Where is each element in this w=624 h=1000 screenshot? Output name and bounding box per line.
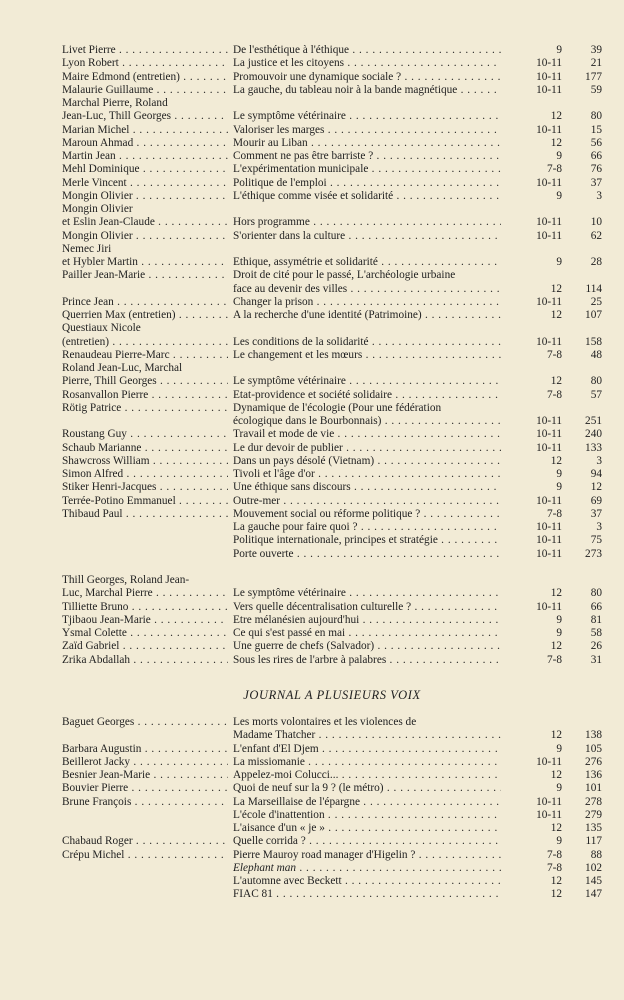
entry-author: Shawcross William . . . [62, 455, 228, 468]
index-entry [62, 309, 602, 322]
entry-title: Dynamique de l'écologie (Pour une fédération [233, 401, 442, 414]
index-entry [62, 216, 602, 229]
entry-title: Valoriser les marges . . . [233, 124, 501, 137]
entry-issue: 7-8 [546, 348, 562, 361]
entry-issue: 9 [556, 481, 562, 494]
entry-author: Tjibaou Jean-Marie . . . [62, 614, 228, 627]
entry-page: 101 [585, 782, 602, 795]
entry-page: 135 [585, 822, 602, 834]
entry-author: Nemec Jiri [62, 242, 112, 255]
entry-issue: 10-11 [536, 123, 562, 136]
entry-page: 102 [585, 861, 602, 874]
section-heading: JOURNAL A PLUSIEURS VOIX [243, 688, 421, 702]
entry-author: Stiker Henri-Jacques . . . [62, 481, 228, 494]
entry-author: Ysmal Colette . . . [62, 627, 228, 640]
entry-page: 88 [590, 848, 602, 861]
entry-page: 26 [590, 640, 602, 653]
index-entry [62, 508, 602, 521]
entry-author: Pierre, Thill Georges . . . [62, 375, 228, 388]
entry-issue: 7-8 [546, 507, 562, 520]
entry-author: Maire Edmond (entretien) . . . [62, 71, 228, 84]
entry-issue: 12 [550, 888, 562, 901]
index-entry [62, 548, 602, 561]
entry-title: Vers quelle décentralisation culturelle ? . . . [233, 601, 501, 614]
entry-title: La justice et les citoyens . . . [233, 57, 501, 70]
entry-author: Rosanvallon Pierre . . . [62, 389, 228, 402]
entry-author: Marian Michel . . . [62, 124, 228, 137]
entry-page: 117 [585, 835, 602, 848]
index-entry [62, 716, 602, 729]
entry-issue: 12 [550, 110, 562, 123]
entry-author: Martin Jean . . . [62, 150, 228, 163]
entry-issue: 7-8 [546, 388, 562, 401]
entry-issue: 12 [550, 587, 562, 600]
entry-page: 75 [590, 534, 602, 547]
entry-author: Prince Jean . . . [62, 296, 228, 309]
entry-issue: 9 [556, 256, 562, 268]
entry-issue: 9 [556, 835, 562, 848]
entry-title: Ce qui s'est passé en mai . . . [233, 627, 501, 640]
entry-author: et Eslin Jean-Claude . . . [62, 216, 228, 229]
journal-table [62, 716, 602, 902]
entry-page: 81 [590, 613, 602, 626]
entry-page: 80 [590, 110, 602, 123]
entry-author: Schaub Marianne . . . [62, 442, 228, 455]
entry-page: 12 [590, 481, 602, 494]
entry-author: Brune François . . . [62, 796, 228, 809]
entry-page: 15 [590, 123, 602, 136]
index-entry [62, 97, 602, 110]
entry-author: Questiaux Nicole [62, 322, 141, 335]
entry-issue: 9 [556, 468, 562, 480]
index-entry [62, 521, 602, 534]
entry-issue: 12 [550, 375, 562, 388]
entry-issue: 12 [550, 640, 562, 653]
index-entry [62, 283, 602, 296]
entry-title: L'automne avec Beckett . . . [233, 875, 501, 888]
entry-issue: 9 [556, 782, 562, 795]
index-entry [62, 190, 602, 203]
index-entry [62, 296, 602, 309]
entry-page: 28 [590, 256, 602, 268]
entry-issue: 10-11 [536, 521, 562, 533]
entry-title: Sous les rires de l'arbre à palabres . . . [233, 654, 501, 667]
entry-page: 66 [590, 600, 602, 613]
entry-author: Merle Vincent . . . [62, 177, 228, 190]
index-entry [62, 243, 602, 256]
entry-title: Droit de cité pour le passé, L'archéologie urbaine [233, 269, 456, 282]
index-entry [62, 561, 602, 574]
entry-title: Etre mélanésien aujourd'hui . . . [233, 614, 501, 627]
index-entry [62, 782, 602, 795]
entry-page: 279 [585, 808, 602, 821]
index-entry [62, 875, 602, 888]
index-entry [62, 601, 602, 614]
index-entry [62, 362, 602, 375]
entry-issue: 10-11 [536, 534, 562, 547]
index-entry [62, 442, 602, 455]
index-entry [62, 57, 602, 70]
entry-title: La Marseillaise de l'épargne . . . [233, 796, 501, 809]
entry-title: Les morts volontaires et les violences de [233, 716, 417, 728]
entry-title: Travail et mode de vie . . . [233, 428, 501, 441]
entry-title: La gauche, du tableau noir à la bande magnétique . . . [233, 84, 501, 97]
index-entry [62, 495, 602, 508]
entry-title: Comment ne pas être barriste ? . . . [233, 150, 501, 163]
entry-page: 3 [596, 189, 602, 202]
entry-author: Luc, Marchal Pierre . . . [62, 587, 228, 600]
entry-page: 58 [590, 627, 602, 639]
entry-title: Le changement et les mœurs . . . [233, 349, 501, 362]
index-entry [62, 150, 602, 163]
entry-author: Mongin Olivier . . . [62, 230, 228, 243]
entry-page: 273 [585, 547, 602, 560]
index-entry [62, 756, 602, 769]
index-entry [62, 428, 602, 441]
entry-title: Porte ouverte . . . [233, 548, 501, 561]
entry-issue: 9 [556, 150, 562, 162]
entry-issue: 12 [550, 309, 562, 321]
index-entry [62, 769, 602, 782]
index-entry [62, 614, 602, 627]
entry-author: Barbara Augustin . . . [62, 743, 228, 756]
entry-issue: 9 [556, 189, 562, 202]
entry-title: Mourir au Liban . . . [233, 137, 501, 150]
entry-page: 240 [585, 428, 602, 441]
entry-page: 136 [585, 769, 602, 781]
entry-title: Une éthique sans discours . . . [233, 481, 501, 494]
entry-issue: 10-11 [536, 176, 562, 189]
entry-page: 105 [585, 742, 602, 755]
entry-issue: 7-8 [546, 848, 562, 861]
index-entry [62, 587, 602, 600]
entry-author: Thibaud Paul . . . [62, 508, 228, 521]
entry-page: 57 [590, 388, 602, 401]
entry-author: Chabaud Roger . . . [62, 835, 228, 848]
entry-author: Crépu Michel . . . [62, 849, 228, 862]
entry-author: Besnier Jean-Marie . . . [62, 769, 228, 782]
entry-title: Les conditions de la solidarité . . . [233, 336, 501, 349]
index-entry [62, 888, 602, 901]
entry-author: Zaïd Gabriel . . . [62, 640, 228, 653]
entry-issue: 10-11 [536, 335, 562, 348]
entry-title: L'aisance d'un « je » . . . [233, 822, 501, 835]
entry-page: 107 [585, 309, 602, 321]
entry-author: Maroun Ahmad . . . [62, 137, 228, 150]
index-entry [62, 627, 602, 640]
entry-author: Bouvier Pierre . . . [62, 782, 228, 795]
entry-issue: 12 [550, 822, 562, 834]
index-entry [62, 177, 602, 190]
entry-issue: 9 [556, 44, 562, 56]
entry-title: L'école d'inattention . . . [233, 809, 501, 822]
entry-issue: 10-11 [536, 229, 562, 242]
entry-author: Jean-Luc, Thill Georges . . . [62, 110, 228, 123]
entry-title: Le symptôme vétérinaire . . . [233, 587, 501, 600]
entry-page: 59 [590, 83, 602, 96]
entry-title: A la recherche d'une identité (Patrimoine) . . . [233, 309, 501, 322]
entry-author: Lyon Robert . . . [62, 57, 228, 70]
entry-title: Pierre Mauroy road manager d'Higelin ? . . . [233, 849, 501, 862]
entry-title: écologique dans le Bourbonnais) . . . [233, 415, 501, 428]
entry-page: 31 [590, 653, 602, 666]
index-entry [62, 822, 602, 835]
index-entry [62, 124, 602, 137]
entry-title: Le symptôme vétérinaire . . . [233, 110, 501, 123]
entry-page: 66 [590, 150, 602, 162]
entry-title: De l'esthétique à l'éthique . . . [233, 44, 501, 57]
entry-title: Le dur devoir de publier . . . [233, 442, 501, 455]
entry-author: Livet Pierre . . . [62, 44, 228, 57]
entry-title: Une guerre de chefs (Salvador) . . . [233, 640, 501, 653]
entry-page: 177 [585, 70, 602, 83]
entry-author: Roustang Guy . . . [62, 428, 228, 441]
entry-title: L'enfant d'El Djem . . . [233, 743, 501, 756]
index-entry [62, 389, 602, 402]
index-entry [62, 110, 602, 123]
entry-page: 39 [590, 44, 602, 56]
entry-issue: 12 [550, 769, 562, 781]
entry-title: Quelle corrida ? . . . [233, 835, 501, 848]
entry-issue: 9 [556, 627, 562, 639]
index-entry [62, 415, 602, 428]
index-entry [62, 534, 602, 547]
entry-author: Malaurie Guillaume . . . [62, 84, 228, 97]
entry-issue: 12 [550, 729, 562, 742]
entry-title: Elephant man . . . [233, 862, 501, 875]
index-entry [62, 256, 602, 269]
entry-author: Simon Alfred . . . [62, 468, 228, 481]
entry-title: Politique internationale, principes et stratégie . . . [233, 534, 501, 547]
index-entry [62, 743, 602, 756]
entry-page: 94 [590, 468, 602, 480]
entry-title: Appelez-moi Colucci... . . . [233, 769, 501, 782]
entry-page: 3 [596, 521, 602, 533]
entry-author: Mehl Dominique . . . [62, 163, 228, 176]
entry-issue: 10-11 [536, 494, 562, 507]
index-table [62, 44, 602, 667]
entry-author: Rötig Patrice . . . [62, 402, 228, 415]
entry-page: 25 [590, 295, 602, 308]
entry-author: Thill Georges, Roland Jean- [62, 574, 190, 586]
entry-title: La gauche pour faire quoi ? . . . [233, 521, 501, 534]
index-entry [62, 163, 602, 176]
entry-page: 56 [590, 136, 602, 149]
entry-author: Baguet Georges . . . [62, 716, 228, 729]
entry-title: Dans un pays désolé (Vietnam) . . . [233, 455, 501, 468]
entry-author: Marchal Pierre, Roland [62, 97, 168, 109]
entry-page: 251 [585, 415, 602, 427]
entry-title: Tivoli et l'âge d'or . . . [233, 468, 501, 481]
index-entry [62, 71, 602, 84]
index-entry [62, 336, 602, 349]
entry-issue: 7-8 [546, 861, 562, 874]
entry-page: 114 [585, 282, 602, 295]
entry-title: La missiomanie . . . [233, 756, 501, 769]
entry-page: 21 [590, 57, 602, 70]
entry-page: 80 [590, 375, 602, 388]
entry-author: Mongin Olivier . . . [62, 190, 228, 203]
entry-page: 10 [590, 216, 602, 229]
index-entry [62, 375, 602, 388]
index-entry [62, 849, 602, 862]
entry-page: 62 [590, 229, 602, 242]
entry-author: Terrée-Potino Emmanuel . . . [62, 495, 228, 508]
entry-issue: 10-11 [536, 57, 562, 70]
index-entry [62, 84, 602, 97]
entry-author: Querrien Max (entretien) . . . [62, 309, 228, 322]
entry-issue: 10-11 [536, 216, 562, 229]
index-entry [62, 468, 602, 481]
entry-page: 3 [596, 454, 602, 467]
entry-page: 37 [590, 176, 602, 189]
entry-title: Etat-providence et société solidaire . . . [233, 389, 501, 402]
entry-page: 80 [590, 587, 602, 600]
index-entry [62, 322, 602, 335]
index-entry [62, 862, 602, 875]
index-entry [62, 349, 602, 362]
entry-issue: 10-11 [536, 808, 562, 821]
index-entry [62, 729, 602, 742]
index-entry [62, 481, 602, 494]
entry-page: 48 [590, 348, 602, 361]
entry-title: Quoi de neuf sur la 9 ? (le métro) . . . [233, 782, 501, 795]
entry-issue: 10-11 [536, 600, 562, 613]
entry-issue: 10-11 [536, 70, 562, 83]
index-entry [62, 640, 602, 653]
entry-issue: 7-8 [546, 163, 562, 176]
index-entry [62, 796, 602, 809]
index-entry [62, 835, 602, 848]
entry-title: FIAC 81 . . . [233, 888, 501, 901]
entry-issue: 10-11 [536, 295, 562, 308]
index-entry [62, 230, 602, 243]
entry-issue: 9 [556, 613, 562, 626]
entry-issue: 9 [556, 742, 562, 755]
entry-page: 133 [585, 441, 602, 454]
entry-issue: 10-11 [536, 415, 562, 427]
entry-page: 76 [590, 163, 602, 176]
entry-issue: 12 [550, 136, 562, 149]
entry-author: Beillerot Jacky . . . [62, 756, 228, 769]
entry-title: Changer la prison . . . [233, 296, 501, 309]
entry-issue: 7-8 [546, 653, 562, 666]
entry-author: et Hybler Martin . . . [62, 256, 228, 269]
entry-page: 37 [590, 507, 602, 520]
entry-title: Madame Thatcher . . . [233, 729, 501, 742]
entry-issue: 12 [550, 454, 562, 467]
entry-author: Tilliette Bruno . . . [62, 601, 228, 614]
entry-title: L'expérimentation municipale . . . [233, 163, 501, 176]
entry-issue: 10-11 [536, 441, 562, 454]
entry-author: Renaudeau Pierre-Marc . . . [62, 349, 228, 362]
entry-title: L'éthique comme visée et solidarité . . . [233, 190, 501, 203]
entry-page: 278 [585, 795, 602, 808]
entry-page: 158 [585, 335, 602, 348]
entry-title: Politique de l'emploi . . . [233, 177, 501, 190]
entry-title: Ethique, assymétrie et solidarité . . . [233, 256, 501, 269]
entry-page: 138 [585, 729, 602, 742]
index-entry [62, 269, 602, 282]
index-entry [62, 654, 602, 667]
entry-author: Mongin Olivier [62, 203, 133, 215]
entry-title: Promouvoir une dynamique sociale ? . . . [233, 71, 501, 84]
entry-title: face au devenir des villes . . . [233, 283, 501, 296]
entry-issue: 12 [550, 282, 562, 295]
entry-title: Mouvement social ou réforme politique ? . . . [233, 508, 501, 521]
entry-page: 276 [585, 755, 602, 768]
entry-title: S'orienter dans la culture . . . [233, 230, 501, 243]
entry-issue: 10-11 [536, 428, 562, 441]
entry-author: Zrika Abdallah . . . [62, 654, 228, 667]
index-entry [62, 455, 602, 468]
entry-page: 69 [590, 494, 602, 507]
entry-title: Hors programme . . . [233, 216, 501, 229]
entry-page: 147 [585, 888, 602, 901]
entry-title: Le symptôme vétérinaire . . . [233, 375, 501, 388]
index-entry [62, 203, 602, 216]
entry-page: 145 [585, 875, 602, 887]
index-entry [62, 402, 602, 415]
entry-issue: 12 [550, 875, 562, 887]
index-entry [62, 574, 602, 587]
index-entry [62, 137, 602, 150]
entry-author: (entretien) . . . [62, 336, 228, 349]
entry-title: Outre-mer . . . [233, 495, 501, 508]
index-entry [62, 809, 602, 822]
entry-issue: 10-11 [536, 83, 562, 96]
index-entry [62, 44, 602, 57]
entry-issue: 10-11 [536, 547, 562, 560]
entry-issue: 10-11 [536, 795, 562, 808]
entry-author: Roland Jean-Luc, Marchal [62, 362, 183, 374]
entry-issue: 10-11 [536, 755, 562, 768]
entry-author: Pailler Jean-Marie . . . [62, 269, 228, 282]
